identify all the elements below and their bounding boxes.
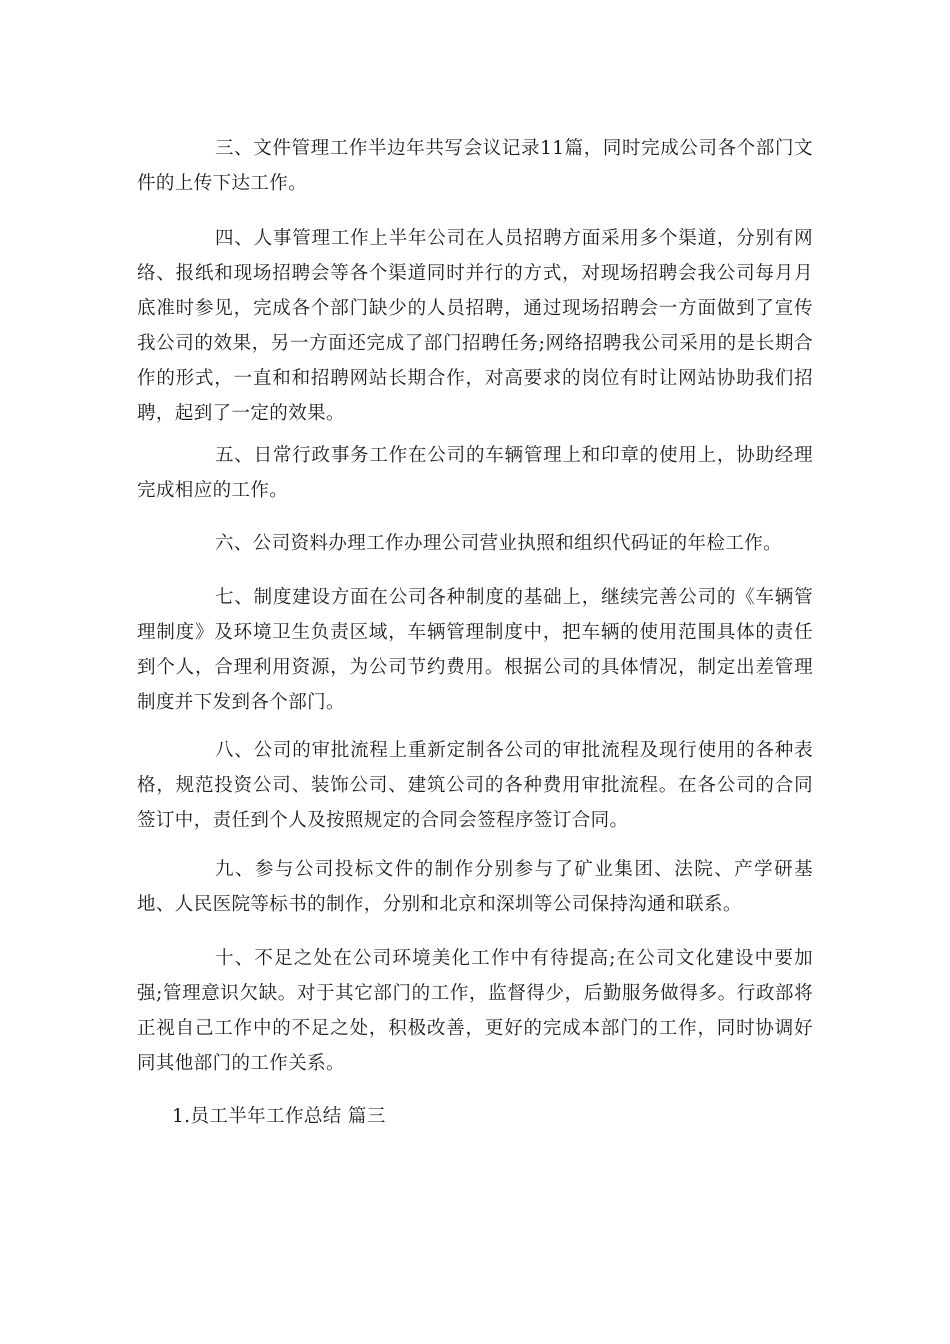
paragraph-file-management: 三、文件管理工作半边年共写会议记录11篇，同时完成公司各个部门文件的上传下达工作。 (137, 138, 813, 194)
paragraph-approval-process: 八、公司的审批流程上重新定制各公司的审批流程及现行使用的各种表格，规范投资公司、装饰公司、建筑公司的各种费用审批流程。在各公司的合同签订中，责任到个人及按照规定的合同会签程序签订合同。 (137, 740, 813, 831)
paragraph-daily-admin: 五、日常行政事务工作在公司的车辆管理上和印章的使用上，协助经理完成相应的工作。 (137, 445, 813, 501)
section-heading: 1.员工半年工作总结 篇三 (172, 1106, 386, 1127)
paragraph-personnel-management: 四、人事管理工作上半年公司在人员招聘方面采用多个渠道，分别有网络、报纸和现场招聘会等各个渠道同时并行的方式，对现场招聘会我公司每月月底准时参见，完成各个部门缺少的人员招聘，通过现场招聘会一方面做到了宣传我公司的效果，另一方面还完成了部门招聘任务;网络招聘我公司采用的是长期合作的形式，一直和和招聘网站长期合作，对高要求的岗位有时让网站协助我们招聘，起到了一定的效果。 (137, 228, 813, 424)
paragraph-shortcomings: 十、不足之处在公司环境美化工作中有待提高;在公司文化建设中要加强;管理意识欠缺。对于其它部门的工作，监督得少，后勤服务做得多。行政部将正视自己工作中的不足之处，积极改善，更好的完成本部门的工作，同时协调好同其他部门的工作关系。 (137, 948, 813, 1074)
paragraph-bidding-documents: 九、参与公司投标文件的制作分别参与了矿业集团、法院、产学研基地、人民医院等标书的制作，分别和北京和深圳等公司保持沟通和联系。 (137, 859, 813, 915)
paragraph-company-documents: 六、公司资料办理工作办理公司营业执照和组织代码证的年检工作。 (215, 533, 783, 554)
paragraph-system-building: 七、制度建设方面在公司各种制度的基础上，继续完善公司的《车辆管理制度》及环境卫生负责区域，车辆管理制度中，把车辆的使用范围具体的责任到个人，合理利用资源，为公司节约费用。根据公司的具体情况，制定出差管理制度并下发到各个部门。 (137, 587, 813, 713)
